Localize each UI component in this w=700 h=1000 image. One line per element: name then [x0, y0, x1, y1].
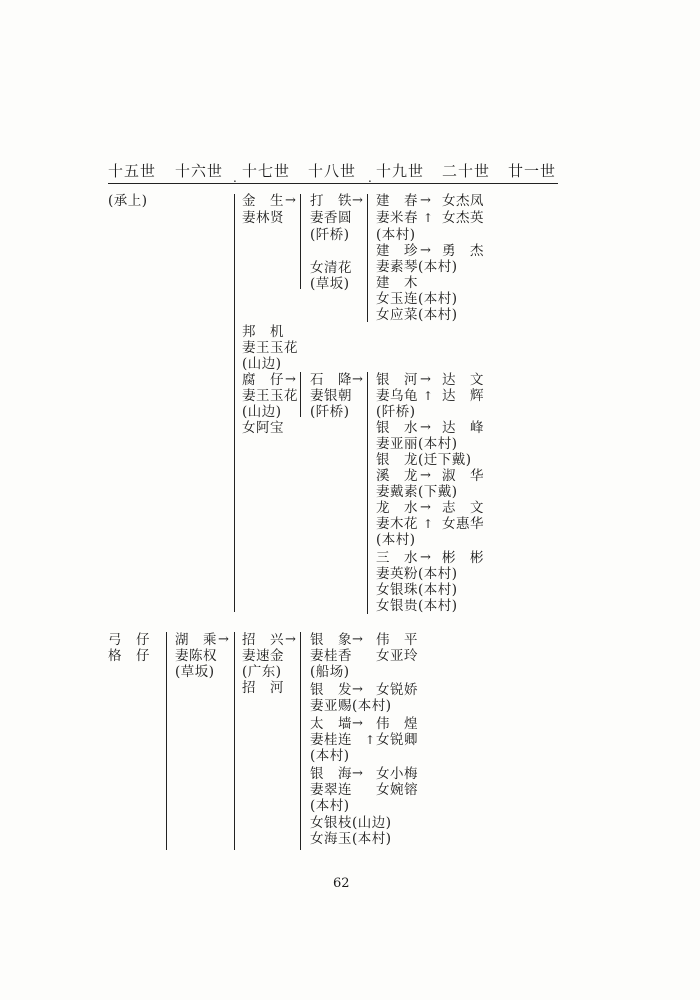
daughter-name: 女阿宝 [242, 420, 284, 436]
spouse-name: 妻木花 [376, 516, 418, 532]
person-name: 弓 仔 [108, 632, 150, 648]
person-name: 彬 彬 [442, 550, 484, 566]
person-name: 达 峰 [442, 420, 484, 436]
spouse-name: 妻翠连 [310, 782, 352, 798]
gen-18-bracket [300, 372, 301, 417]
up-arrow-icon: ↑ [423, 211, 434, 225]
daughter-name: 女清花 [310, 260, 352, 276]
arrow-icon: → [420, 420, 431, 435]
arrow-icon: → [285, 372, 296, 387]
gen-19-bracket [367, 372, 368, 614]
person-name: 勇 杰 [442, 243, 484, 259]
gen-18-header: 十八世 [308, 162, 357, 180]
daughter-name: 女玉连(本村) [376, 291, 458, 307]
daughter-name: 女银枝(山边) [310, 815, 392, 831]
continued-label: (承上) [108, 193, 148, 209]
up-arrow-icon: ↑ [423, 389, 434, 403]
person-name: 招 河 [242, 680, 284, 696]
origin-note: (山边) [242, 356, 282, 372]
spouse-name: 妻陈权 [175, 648, 217, 664]
gen-17-bracket [234, 194, 235, 612]
origin-note: (阡桥) [310, 227, 350, 243]
person-name: 招 兴 [242, 632, 284, 648]
gen-16-header: 十六世 [175, 162, 224, 180]
gen-21-header: 廿一世 [508, 162, 557, 180]
person-name: 银 水 [376, 420, 418, 436]
gen-19-bracket [367, 194, 368, 322]
spouse-name: 妻亚丽(本村) [376, 436, 458, 452]
spouse-name: 妻王玉花 [242, 388, 298, 404]
person-name: 邦 机 [242, 324, 284, 340]
up-arrow-icon: ↑ [365, 733, 376, 747]
gen-16-bracket [166, 632, 167, 850]
arrow-icon: → [352, 682, 363, 697]
arrow-icon: → [352, 766, 363, 781]
daughter-name: 女杰英 [442, 210, 484, 226]
person-name: 淑 华 [442, 468, 484, 484]
up-arrow-icon: ↑ [423, 517, 434, 531]
spouse-name: 妻米春 [376, 210, 418, 226]
spouse-name: 妻速金 [242, 648, 284, 664]
daughter-name: 女杰凤 [442, 193, 484, 209]
person-name: 银 海 [310, 766, 352, 782]
person-name: 银 发 [310, 682, 352, 698]
origin-note: (本村) [376, 532, 416, 548]
arrow-icon: → [420, 468, 431, 483]
arrow-icon: → [352, 632, 363, 647]
arrow-icon: → [352, 372, 363, 387]
person-name: 溪 龙 [376, 468, 418, 484]
origin-note: (山边) [242, 404, 282, 420]
origin-note: (广东) [242, 664, 282, 680]
daughter-name: 女银贵(本村) [376, 598, 458, 614]
arrow-icon: → [285, 632, 296, 647]
spouse-name: 妻银朝 [310, 388, 352, 404]
person-name: 志 文 [442, 500, 484, 516]
person-name: 太 墙 [310, 716, 352, 732]
spouse-name: 妻乌龟 [376, 388, 418, 404]
daughter-name: 女锐娇 [376, 682, 418, 698]
person-name: 达 文 [442, 372, 484, 388]
origin-note: (本村) [376, 227, 416, 243]
person-name: 银 河 [376, 372, 418, 388]
person-name: 建 春 [376, 193, 418, 209]
gen-20-header: 二十世 [442, 162, 491, 180]
arrow-icon: → [420, 243, 431, 258]
spouse-name: 妻桂香 [310, 648, 352, 664]
person-name: 达 辉 [442, 388, 484, 404]
person-name: 石 降 [310, 372, 352, 388]
person-name: 伟 平 [376, 632, 418, 648]
spouse-name: 妻王玉花 [242, 340, 298, 356]
daughter-name: 女银珠(本村) [376, 582, 458, 598]
gen-17-header: 十七世 [242, 162, 291, 180]
dot-mark: . [233, 171, 237, 185]
daughter-name: 女婉镕 [376, 782, 418, 798]
person-name: 腐 仔 [242, 372, 284, 388]
arrow-icon: → [218, 632, 229, 647]
origin-note: (本村) [310, 798, 350, 814]
person-name: 建 木 [376, 275, 418, 291]
header-rule [108, 183, 558, 184]
person-name: 龙 水 [376, 500, 418, 516]
origin-note: (阡桥) [376, 404, 416, 420]
person-name: 建 珍 [376, 243, 418, 259]
spouse-name: 妻素琴(本村) [376, 259, 458, 275]
origin-note: (阡桥) [310, 404, 350, 420]
daughter-name: 女亚玲 [376, 648, 418, 664]
person-name: 金 生 [242, 193, 284, 209]
person-name: 银 龙(迁下戴) [376, 452, 472, 468]
spouse-name: 妻亚赐(本村) [310, 698, 392, 714]
arrow-icon: → [420, 193, 431, 208]
daughter-name: 女小梅 [376, 766, 418, 782]
daughter-name: 女锐卿 [376, 732, 418, 748]
arrow-icon: → [352, 193, 363, 208]
page-number: 62 [333, 876, 350, 891]
origin-note: (本村) [310, 748, 350, 764]
spouse-name: 妻戴素(下戴) [376, 484, 458, 500]
spouse-name: 妻英粉(本村) [376, 566, 458, 582]
arrow-icon: → [420, 500, 431, 515]
gen-17-bracket [234, 632, 235, 850]
gen-18-bracket [300, 194, 301, 289]
arrow-icon: → [352, 716, 363, 731]
origin-note: (船场) [310, 664, 350, 680]
spouse-name: 妻桂连 [310, 732, 352, 748]
person-name: 湖 乘 [175, 632, 217, 648]
person-name: 打 铁 [310, 193, 352, 209]
arrow-icon: → [285, 193, 296, 208]
arrow-icon: → [420, 372, 431, 387]
gen-15-header: 十五世 [108, 162, 157, 180]
origin-note: (草坂) [175, 664, 215, 680]
dot-mark: . [368, 171, 372, 185]
spouse-name: 妻林贤 [242, 210, 284, 226]
spouse-name: 妻香圆 [310, 210, 352, 226]
gen-18-bracket [300, 632, 301, 850]
person-name: 银 象 [310, 632, 352, 648]
origin-note: (草坂) [310, 276, 350, 292]
daughter-name: 女海玉(本村) [310, 831, 392, 847]
person-name: 格 仔 [108, 648, 150, 664]
person-name: 三 水 [376, 550, 418, 566]
gen-19-header: 十九世 [376, 162, 425, 180]
arrow-icon: → [420, 550, 431, 565]
daughter-name: 女应菜(本村) [376, 307, 458, 323]
daughter-name: 女惠华 [442, 516, 484, 532]
person-name: 伟 煌 [376, 716, 418, 732]
